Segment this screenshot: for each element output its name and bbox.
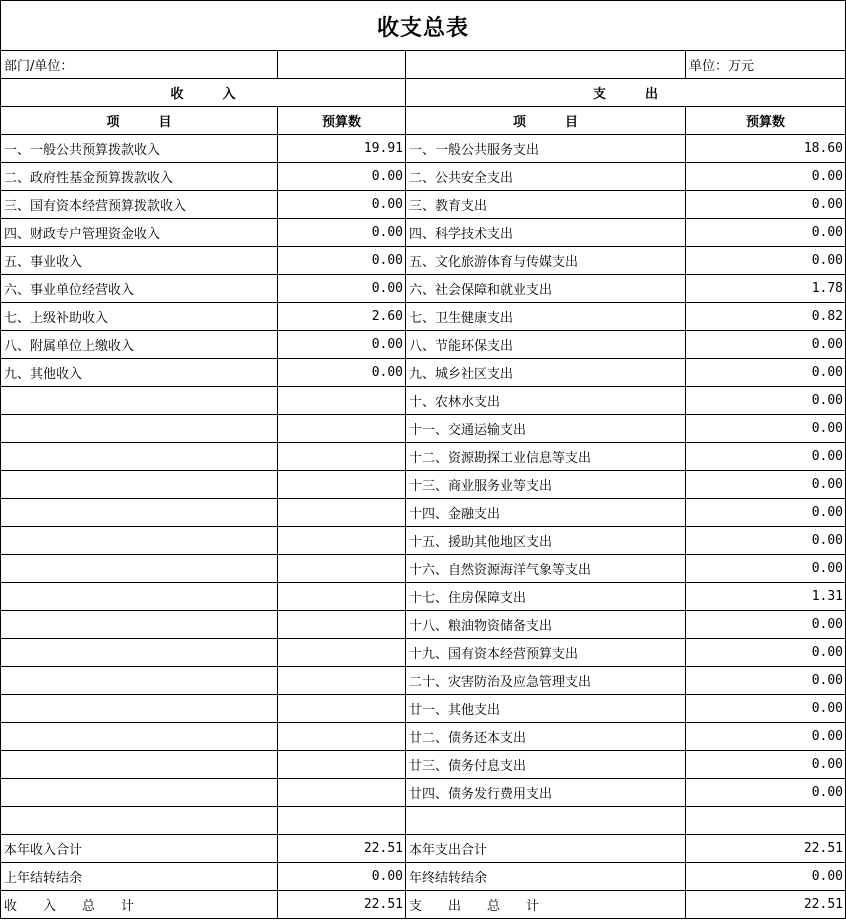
income-amount-cell: 0.00 [278, 863, 406, 891]
expense-amount-cell: 0.00 [686, 611, 846, 639]
expense-amount-cell: 0.00 [686, 471, 846, 499]
expense-item-cell: 九、城乡社区支出 [406, 359, 686, 387]
expense-amount-header: 预算数 [686, 107, 846, 135]
income-amount-cell [278, 667, 406, 695]
expense-amount-cell: 0.82 [686, 303, 846, 331]
table-row [1, 443, 846, 471]
income-amount-cell: 22.51 [278, 835, 406, 863]
expense-item-cell: 十一、交通运输支出 [406, 415, 686, 443]
income-item-cell [1, 611, 278, 639]
table-row [1, 191, 846, 219]
income-item-cell [1, 527, 278, 555]
expense-item-cell: 廿四、债务发行费用支出 [406, 779, 686, 807]
income-item-cell: 五、事业收入 [1, 247, 278, 275]
table-row [1, 751, 846, 779]
expense-amount-cell: 0.00 [686, 555, 846, 583]
income-amount-cell: 0.00 [278, 247, 406, 275]
income-amount-cell: 0.00 [278, 275, 406, 303]
table-row [1, 891, 846, 919]
income-amount-header: 预算数 [278, 107, 406, 135]
table-row [1, 807, 846, 835]
expense-item-cell: 十八、粮油物资储备支出 [406, 611, 686, 639]
income-amount-cell: 19.91 [278, 135, 406, 163]
expense-amount-cell: 22.51 [686, 891, 846, 919]
income-amount-cell: 0.00 [278, 191, 406, 219]
unit-label: 单位：万元 [686, 51, 846, 79]
table-row [1, 219, 846, 247]
table-row [1, 135, 846, 163]
income-item-cell [1, 415, 278, 443]
expense-amount-cell: 0.00 [686, 163, 846, 191]
income-item-cell: 一、一般公共预算拨款收入 [1, 135, 278, 163]
expense-item-cell: 三、教育支出 [406, 191, 686, 219]
expense-item-cell [406, 807, 686, 835]
expense-item-cell: 十、农林水支出 [406, 387, 686, 415]
dept-label: 部门/单位： [1, 51, 278, 79]
table-row [1, 723, 846, 751]
income-section-header: 收 入 [1, 79, 406, 107]
income-amount-cell [278, 499, 406, 527]
expense-item-cell: 十七、住房保障支出 [406, 583, 686, 611]
income-amount-cell [278, 415, 406, 443]
income-amount-cell [278, 751, 406, 779]
meta-row [1, 51, 846, 79]
income-item-cell: 本年收入合计 [1, 835, 278, 863]
table-row [1, 163, 846, 191]
expense-item-cell: 本年支出合计 [406, 835, 686, 863]
expense-amount-cell: 0.00 [686, 639, 846, 667]
table-row [1, 359, 846, 387]
income-item-cell [1, 807, 278, 835]
income-item-cell: 九、其他收入 [1, 359, 278, 387]
income-item-cell [1, 695, 278, 723]
income-amount-cell [278, 779, 406, 807]
income-amount-cell [278, 471, 406, 499]
income-amount-cell: 22.51 [278, 891, 406, 919]
expense-item-cell: 十二、资源勘探工业信息等支出 [406, 443, 686, 471]
dept-value-cell[interactable] [278, 51, 406, 79]
page-title: 收支总表 [0, 0, 846, 51]
expense-item-cell: 廿三、债务付息支出 [406, 751, 686, 779]
income-item-cell: 七、上级补助收入 [1, 303, 278, 331]
income-amount-cell [278, 639, 406, 667]
section-header-row [1, 79, 846, 107]
expense-item-cell: 一、一般公共服务支出 [406, 135, 686, 163]
table-row [1, 415, 846, 443]
expense-amount-cell: 0.00 [686, 751, 846, 779]
table-row [1, 303, 846, 331]
expense-amount-cell: 0.00 [686, 247, 846, 275]
expense-amount-cell: 0.00 [686, 191, 846, 219]
income-item-cell: 六、事业单位经营收入 [1, 275, 278, 303]
table-row [1, 695, 846, 723]
income-amount-cell: 0.00 [278, 331, 406, 359]
income-item-cell [1, 723, 278, 751]
table-row [1, 555, 846, 583]
income-amount-cell [278, 527, 406, 555]
expense-amount-cell: 0.00 [686, 387, 846, 415]
income-item-cell [1, 443, 278, 471]
expense-amount-cell: 0.00 [686, 359, 846, 387]
income-item-header: 项 目 [1, 107, 278, 135]
expense-item-cell: 七、卫生健康支出 [406, 303, 686, 331]
income-amount-cell [278, 695, 406, 723]
income-amount-cell [278, 807, 406, 835]
expense-item-cell: 十九、国有资本经营预算支出 [406, 639, 686, 667]
table-row [1, 527, 846, 555]
expense-item-cell: 六、社会保障和就业支出 [406, 275, 686, 303]
expense-item-cell: 五、文化旅游体育与传媒支出 [406, 247, 686, 275]
expense-amount-cell: 0.00 [686, 779, 846, 807]
expense-item-cell: 十六、自然资源海洋气象等支出 [406, 555, 686, 583]
income-amount-cell: 2.60 [278, 303, 406, 331]
income-item-cell [1, 583, 278, 611]
budget-table [0, 50, 846, 919]
expense-item-cell: 廿二、债务还本支出 [406, 723, 686, 751]
table-row [1, 835, 846, 863]
expense-item-cell: 年终结转结余 [406, 863, 686, 891]
income-amount-cell [278, 443, 406, 471]
income-item-cell [1, 471, 278, 499]
expense-amount-cell: 18.60 [686, 135, 846, 163]
income-amount-cell: 0.00 [278, 163, 406, 191]
table-row [1, 667, 846, 695]
expense-amount-cell: 0.00 [686, 863, 846, 891]
expense-section-header: 支 出 [406, 79, 846, 107]
table-row [1, 387, 846, 415]
expense-item-header: 项 目 [406, 107, 686, 135]
table-row [1, 247, 846, 275]
table-row [1, 471, 846, 499]
expense-item-cell: 廿一、其他支出 [406, 695, 686, 723]
expense-item-cell: 二十、灾害防治及应急管理支出 [406, 667, 686, 695]
table-row [1, 275, 846, 303]
expense-item-cell: 二、公共安全支出 [406, 163, 686, 191]
expense-amount-cell: 0.00 [686, 415, 846, 443]
income-amount-cell [278, 583, 406, 611]
income-item-cell [1, 751, 278, 779]
income-item-cell: 八、附属单位上缴收入 [1, 331, 278, 359]
income-item-cell [1, 639, 278, 667]
expense-item-cell: 四、科学技术支出 [406, 219, 686, 247]
income-item-cell [1, 555, 278, 583]
table-row [1, 639, 846, 667]
income-item-cell: 三、国有资本经营预算拨款收入 [1, 191, 278, 219]
expense-amount-cell: 0.00 [686, 219, 846, 247]
expense-item-cell: 十四、金融支出 [406, 499, 686, 527]
expense-amount-cell [686, 807, 846, 835]
income-item-cell: 收 入 总 计 [1, 891, 278, 919]
income-amount-cell: 0.00 [278, 219, 406, 247]
column-header-row [1, 107, 846, 135]
expense-amount-cell: 22.51 [686, 835, 846, 863]
income-item-cell: 上年结转结余 [1, 863, 278, 891]
income-amount-cell [278, 387, 406, 415]
expense-amount-cell: 0.00 [686, 667, 846, 695]
table-row [1, 499, 846, 527]
income-item-cell: 四、财政专户管理资金收入 [1, 219, 278, 247]
table-row [1, 583, 846, 611]
expense-amount-cell: 0.00 [686, 723, 846, 751]
expense-item-cell: 八、节能环保支出 [406, 331, 686, 359]
expense-amount-cell: 0.00 [686, 499, 846, 527]
expense-amount-cell: 1.78 [686, 275, 846, 303]
expense-item-cell: 支 出 总 计 [406, 891, 686, 919]
expense-amount-cell: 0.00 [686, 695, 846, 723]
income-amount-cell [278, 555, 406, 583]
income-item-cell: 二、政府性基金预算拨款收入 [1, 163, 278, 191]
expense-amount-cell: 0.00 [686, 331, 846, 359]
income-amount-cell [278, 723, 406, 751]
table-row [1, 611, 846, 639]
expense-amount-cell: 0.00 [686, 443, 846, 471]
expense-item-cell: 十三、商业服务业等支出 [406, 471, 686, 499]
table-row [1, 863, 846, 891]
expense-item-cell: 十五、援助其他地区支出 [406, 527, 686, 555]
expense-amount-cell: 0.00 [686, 527, 846, 555]
income-item-cell [1, 387, 278, 415]
income-item-cell [1, 779, 278, 807]
expense-amount-cell: 1.31 [686, 583, 846, 611]
table-row [1, 331, 846, 359]
income-item-cell [1, 499, 278, 527]
income-item-cell [1, 667, 278, 695]
meta-blank-cell [406, 51, 686, 79]
table-row [1, 779, 846, 807]
income-amount-cell: 0.00 [278, 359, 406, 387]
income-amount-cell [278, 611, 406, 639]
